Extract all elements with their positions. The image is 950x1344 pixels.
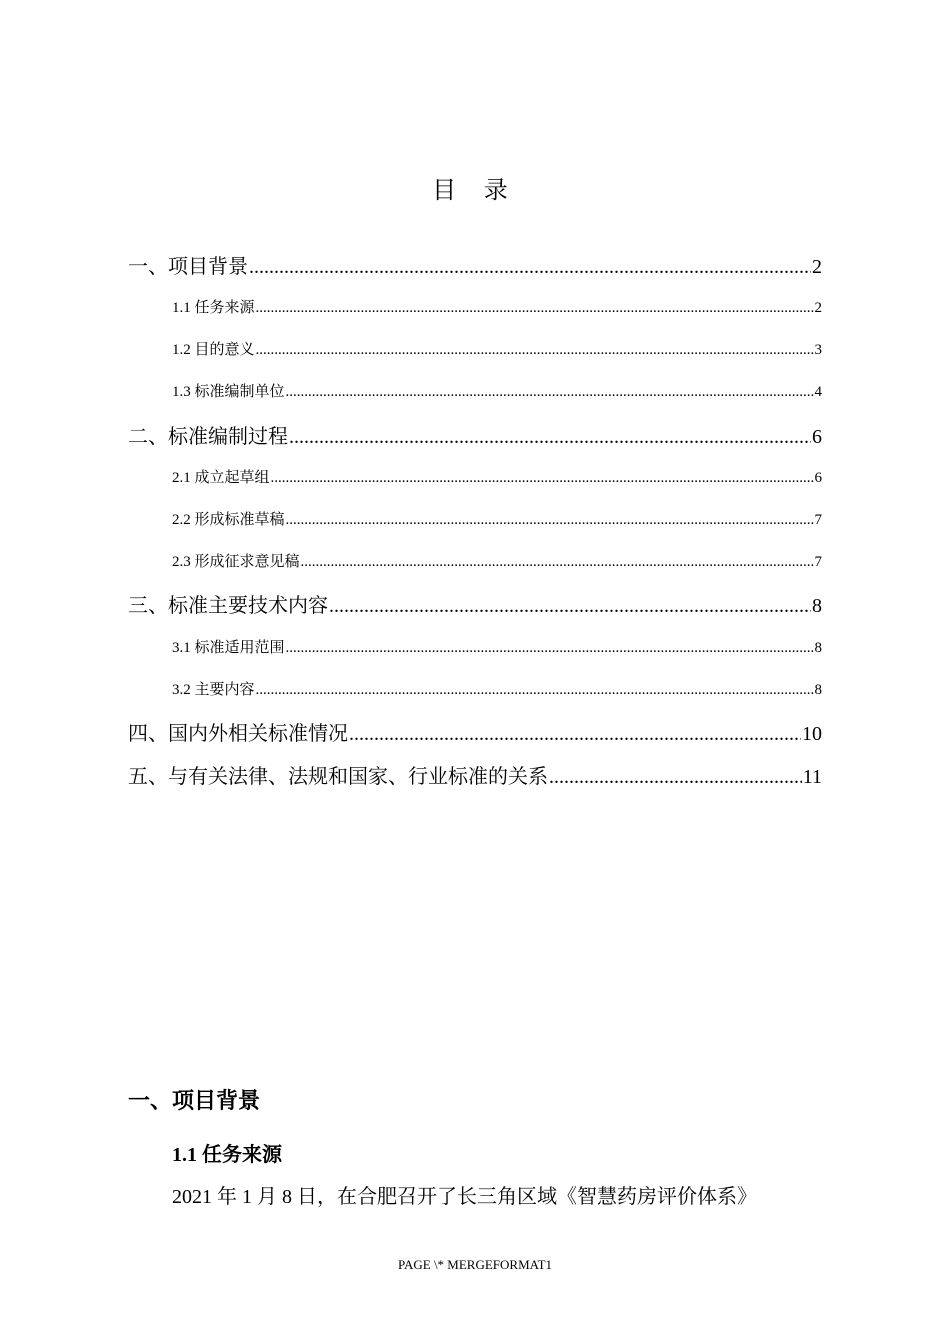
toc-leader-dots [286, 512, 814, 529]
toc-leader-dots [329, 595, 811, 618]
toc-entry[interactable] [172, 466, 822, 487]
toc-entry-label: 五、与有关法律、法规和国家、行业标准的关系 [128, 766, 548, 788]
toc-entry-label: 2.2 形成标准草稿 [172, 512, 285, 528]
subsection-heading: 1.1 任务来源 [172, 1144, 282, 1166]
toc-entry[interactable] [128, 420, 822, 449]
toc-leader-dots [301, 554, 814, 571]
toc-entry[interactable] [128, 717, 822, 746]
toc-entry[interactable] [172, 508, 822, 529]
toc-entry-page: 8 [812, 595, 822, 617]
toc-entry-page: 2 [812, 256, 822, 278]
toc-entry-label: 二、标准编制过程 [128, 426, 288, 448]
toc-entry[interactable] [172, 296, 822, 317]
toc-entry-page: 2 [814, 300, 822, 316]
toc-entry[interactable] [172, 380, 822, 401]
toc-entry-page: 7 [814, 512, 822, 528]
toc-entry-label: 2.3 形成征求意见稿 [172, 554, 300, 570]
toc-entry[interactable] [172, 338, 822, 359]
toc-entry-label: 一、项目背景 [128, 256, 248, 278]
toc-leader-dots [256, 300, 814, 317]
toc-entry-label: 1.3 标准编制单位 [172, 384, 285, 400]
toc-entry-label: 3.1 标准适用范围 [172, 640, 285, 656]
toc-leader-dots [289, 426, 811, 449]
toc-leader-dots [286, 640, 814, 657]
toc-entry-page: 3 [814, 342, 822, 358]
toc-entry-label: 2.1 成立起草组 [172, 470, 270, 486]
toc-leader-dots [256, 342, 814, 359]
toc-leader-dots [271, 470, 814, 487]
toc-leader-dots [286, 384, 814, 401]
toc-entry[interactable] [172, 636, 822, 657]
toc-entry-page: 6 [812, 426, 822, 448]
toc-leader-dots [549, 766, 802, 789]
page-footer: PAGE \* MERGEFORMAT1 [397, 1257, 553, 1272]
section-heading: 一、项目背景 [128, 1088, 261, 1113]
toc-entry[interactable] [128, 760, 822, 789]
toc-entry-label: 3.2 主要内容 [172, 682, 255, 698]
toc-entry[interactable] [128, 589, 822, 618]
toc-title: 目 录 [432, 176, 518, 204]
toc-leader-dots [249, 256, 811, 279]
toc-entry-page: 11 [802, 766, 822, 788]
toc-entry-label: 四、国内外相关标准情况 [128, 723, 348, 745]
toc-entry-page: 7 [814, 554, 822, 570]
toc-entry-page: 4 [814, 384, 822, 400]
toc-entry-page: 10 [802, 723, 822, 745]
toc-entry[interactable] [172, 678, 822, 699]
toc-entry-page: 8 [814, 682, 822, 698]
body-paragraph: 2021 年 1 月 8 日，在合肥召开了长三角区域《智慧药房评价体系》 [172, 1186, 757, 1208]
toc-leader-dots [256, 682, 814, 699]
toc-entry-page: 6 [814, 470, 822, 486]
toc-entry[interactable] [128, 250, 822, 279]
toc-leader-dots [349, 723, 801, 746]
toc-entry-label: 1.2 目的意义 [172, 342, 255, 358]
toc-entry-label: 三、标准主要技术内容 [128, 595, 328, 617]
toc-entry-page: 8 [814, 640, 822, 656]
toc-entry-label: 1.1 任务来源 [172, 300, 255, 316]
toc-entry[interactable] [172, 550, 822, 571]
